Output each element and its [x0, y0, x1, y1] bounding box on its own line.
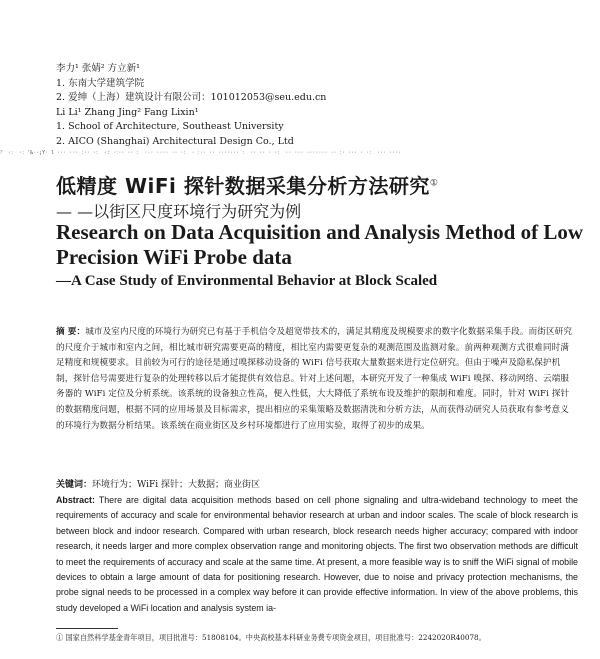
scan-noise-line: ？ ·： ·：'&··¡Ÿ· l ··· ··· ：·· ·： ·: ·：·· ·· ： ··· ···· ·· ·： · ：·· ·· ······· ： ·· ·· · ·： ·· ··· ······· ·· ：· ··· · ·： ··· ···· [0, 150, 402, 156]
affiliation-cn-2: 2. 爱绅（上海）建筑设计有限公司：101012053@seu.edu.cn [56, 92, 327, 103]
abstract-en [56, 493, 578, 616]
keywords-cn [56, 478, 576, 492]
title-cn [56, 170, 438, 199]
author-names-cn: 李力¹ 张婧² 方立新¹ [56, 63, 140, 74]
abstract-cn-label: 摘 要： [56, 327, 86, 337]
keywords-cn-label: 关键词： [56, 480, 93, 490]
keywords-cn-body: 环境行为；WiFi 探针；大数据；商业街区 [92, 480, 260, 490]
abstract-cn-body: 城市及室内尺度的环境行为研究已有基于手机信令及超宽带技术的，满足其精度及规模要求的数字化数据采集手段。而街区研究的尺度介于城市和室内之间，相比城市研究需要更高的精度，相比室内需要更复杂的观测范围及监测对象。前两种观测方式很难同时满足精度和规模要求。目前较为可行的途径是通过嗅探移动设备的 WiFi 信号获取大量数据来进行定位研究。但由于噪声及隐私保护机制，探针信号需要进行复杂的处理转移以后才能提供有效信息。针对上述问题，本研究开发了一种集成 WiFi 嗅探、移动网络、云端服务器的 WiFi 定位及分析系统。该系统的设备独立性高，便入性低，大大降低了系统布设及维护的限制和难度。同时，针对 WiFi 探针的数据精度问题，根据不同的应用场景及目标需求，提出相应的采集策略及数据清洗和分析方法，从而获得动研究人员获取有参考意义的环境行为数据分析结果。该系统在商业街区及乡村环境都进行了应用实验，取得了初步的成果。 [56, 327, 573, 431]
abstract-cn [56, 325, 576, 434]
affiliation-en-2: 2. AICO (Shanghai) Architectural Design Co., Ltd [56, 135, 294, 147]
subtitle-en: —A Case Study of Environmental Behavior at Block Scaled [56, 273, 438, 289]
affiliation-en-1: 1. School of Architecture, Southeast University [56, 121, 284, 132]
author-block [56, 62, 576, 149]
title-en: Research on Data Acquisition and Analysis Method of Low Precision WiFi Probe data [56, 220, 584, 269]
footnote: ① 国家自然科学基金青年项目，项目批准号：51808104。中央高校基本科研业务费专项资金项目，项目批准号：2242020R40078。 [56, 633, 486, 642]
affiliation-cn-1: 1. 东南大学建筑学院 [56, 77, 145, 89]
author-names-en: Li Li¹ Zhang Jing² Fang Lixin¹ [56, 106, 199, 118]
title-cn-text: 低精度 WiFi 探针数据采集分析方法研究 [56, 174, 430, 198]
footnote-rule [56, 628, 118, 629]
subtitle-cn: — —以街区尺度环境行为研究为例 [56, 202, 302, 221]
abstract-en-label: Abstract: [56, 495, 95, 505]
title-cn-footnote-mark: ① [429, 178, 439, 189]
abstract-en-body: There are digital data acquisition methods based on cell phone signaling and ultra-wideband technology to meet the requirements of accuracy and scale for environmental behavior research at urban and indoor scales. The scale of block research is between block and indoor research. Compared with urban research, block research needs higher accuracy; compared with indoor research, it needs larger and more complex observation range and monitoring objects. The first two observation methods are difficult to meet the requirements of accuracy and scale at the same time. At present, a more feasible way is to sniff the WiFi signal of mobile devices to obtain a large amount of data for positioning research. However, due to noise and privacy protection mechanisms, the probe signal needs to be processed in a complex way before it can provide effective information. In view of the above problems, this study developed a WiFi location and analysis system ia- [56, 495, 578, 613]
